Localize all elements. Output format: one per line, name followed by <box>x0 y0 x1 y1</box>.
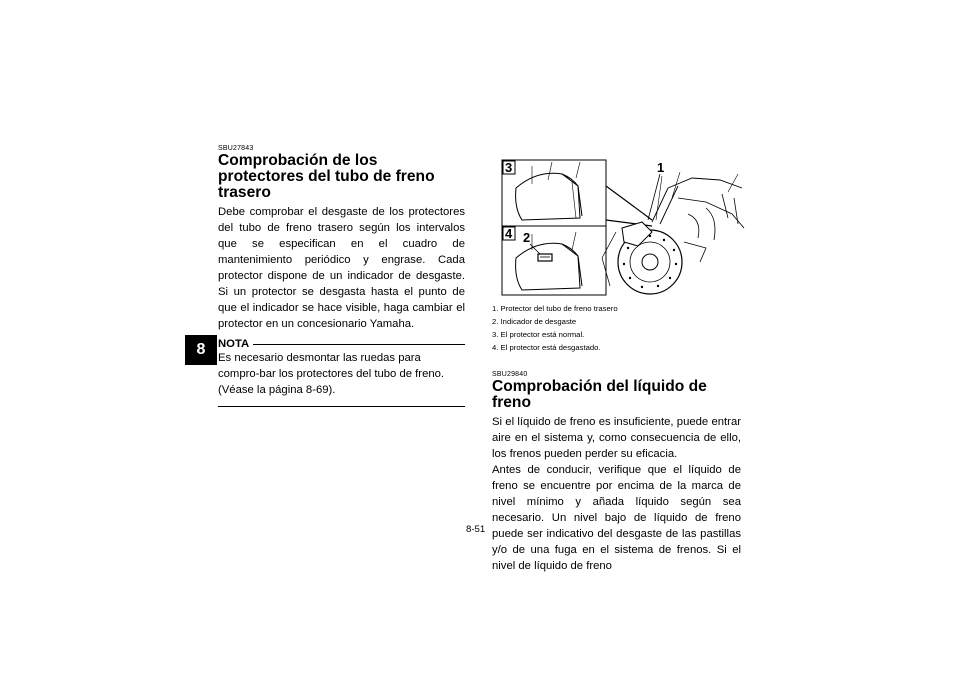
callout-4: 4 <box>505 226 513 241</box>
note-body: Es necesario desmontar las ruedas para compro-bar los protectores del tubo de freno. (Véase la página 8-69). <box>218 352 445 396</box>
section-heading: Comprobación de los protectores del tubo de freno trasero <box>218 152 435 201</box>
note-end-rule <box>218 406 465 407</box>
figure-captions <box>492 302 741 354</box>
caption-item: 4. El protector está desgastado. <box>492 343 601 352</box>
note-header <box>218 338 465 350</box>
callout-1: 1 <box>657 160 665 175</box>
chapter-tab: 8 <box>185 335 217 365</box>
note-rule <box>253 344 465 345</box>
brake-hose-protector-figure <box>492 158 752 298</box>
caption-item: 2. Indicador de desgaste <box>492 317 577 326</box>
callout-3: 3 <box>505 160 513 175</box>
section-body-2: Antes de conducir, verifique que el líquido de freno se encuentre por encima de la marca de nivel mínimo y añada líquido según sea necesario. Un nivel bajo de líquido de freno puede ser indicativo del desgaste de las pastillas y/o de una fuga en el sistema de frenos. Si el nivel de líquido de freno <box>492 464 741 572</box>
page-number: 8-51 <box>466 524 486 535</box>
section-body-1: Si el líquido de freno es insuficiente, puede entrar aire en el sistema y, como consecuencia de ello, los frenos pueden perder su eficacia. <box>492 416 741 460</box>
note-label: NOTA <box>218 338 250 350</box>
callout-2: 2 <box>523 230 531 245</box>
section-code: SBU29840 <box>492 371 528 378</box>
caption-item: 1. Protector del tubo de freno trasero <box>492 304 618 313</box>
brake-illustration <box>492 158 752 298</box>
section-heading: Comprobación del líquido de freno <box>492 378 707 411</box>
section-body: Debe comprobar el desgaste de los protectores del tubo de freno trasero según los intervalos que se especifican en el cuadro de mantenimiento periódico y engrase. Cada protector dispone de un indicador de desgaste. Si un protector se desgasta hasta el punto de que el indicador se hace visible, haga cambiar el protector en un concesionario Yamaha. <box>218 206 465 330</box>
caption-item: 3. El protector está normal. <box>492 330 585 339</box>
right-column <box>492 158 741 574</box>
left-column <box>218 145 465 407</box>
section-code: SBU27843 <box>218 145 254 152</box>
